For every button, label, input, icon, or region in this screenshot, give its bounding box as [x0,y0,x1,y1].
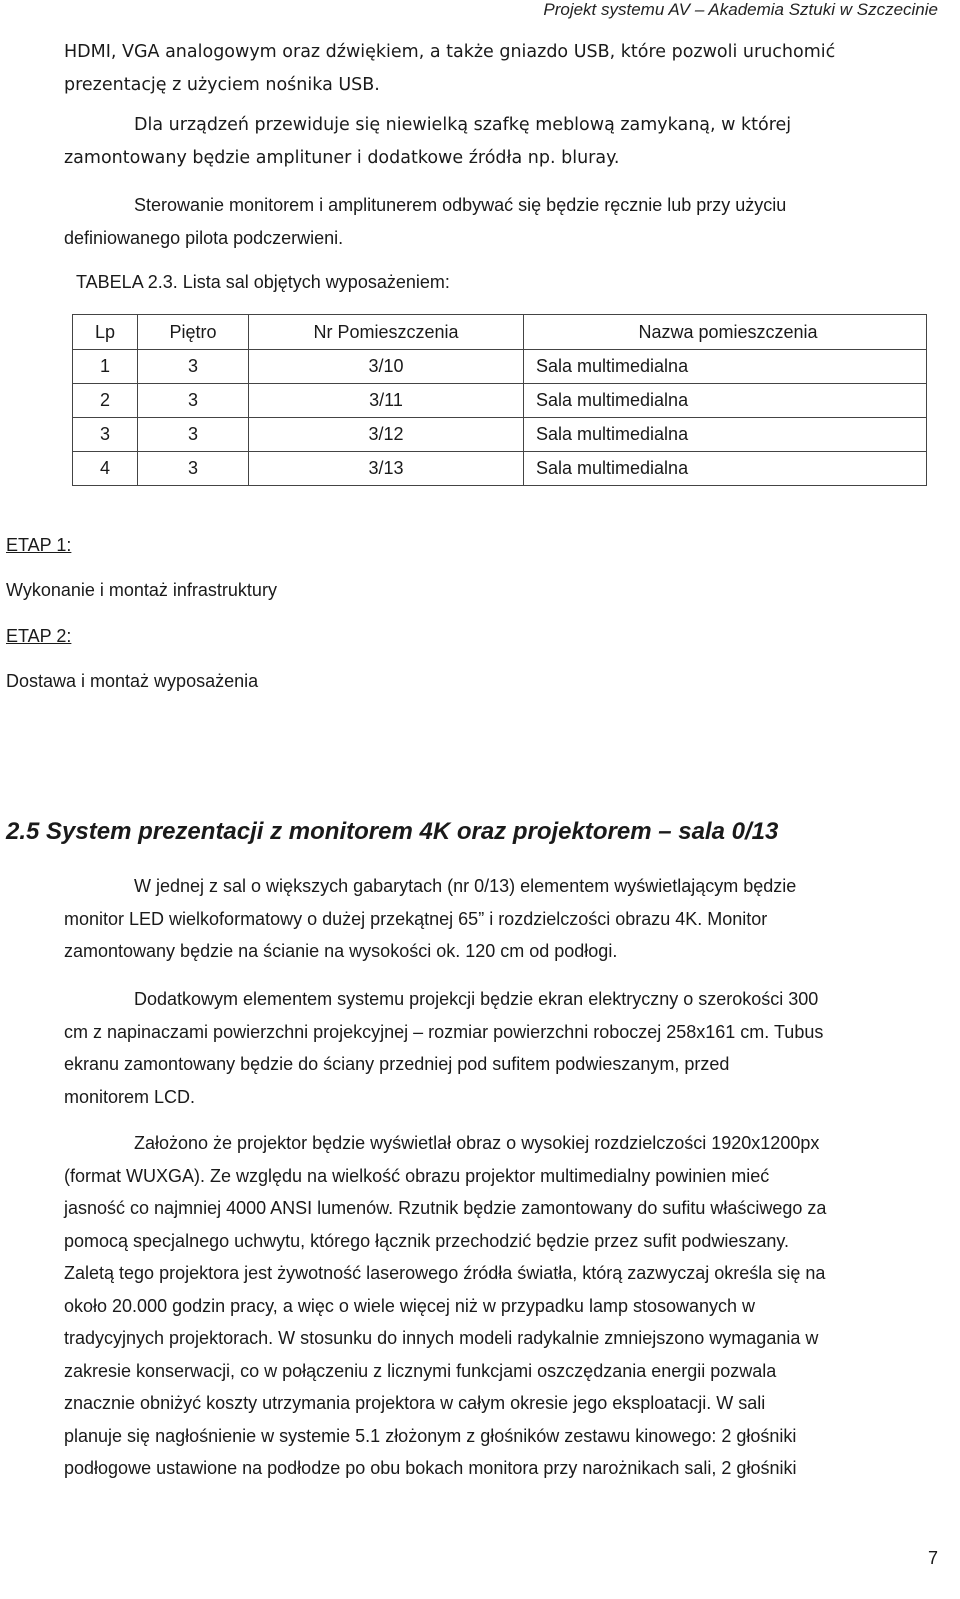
paragraph-line: zamontowany będzie na ścianie na wysokości ok. 120 cm od podłogi. [64,941,618,961]
paragraph-line: (format WUXGA). Ze względu na wielkość obrazu projektor multimedialny powinien mieć [64,1165,770,1186]
cell-room-number: 3/13 [249,452,524,486]
table-row [73,350,927,384]
paragraph-line: Sterowanie monitorem i amplitunerem odbywać się będzie ręcznie lub przy użyciu [134,195,787,215]
cell-room-number: 3/10 [249,350,524,384]
cell-floor: 3 [138,384,249,418]
cell-room-name: Sala multimedialna [524,350,927,384]
header-room-name: Nazwa pomieszczenia [524,315,927,350]
paragraph-line: około 20.000 godzin pracy, a więc o wiele więcej niż w przypadku lamp stosowanych w [64,1295,756,1316]
paragraph-line: tradycyjnych projektorach. W stosunku do innych modeli radykalnie zmniejszono wymagania w [64,1328,819,1348]
table-row [73,452,927,486]
cell-room-number: 3/12 [249,418,524,452]
paragraph-line: definiowanego pilota podczerwieni. [64,227,344,248]
cell-floor: 3 [138,418,249,452]
paragraph-monitor [64,870,938,968]
page-number: 7 [927,1548,938,1568]
paragraph-line: Dla urządzeń przewiduje się niewielką szafkę meblową zamykaną, w której [134,115,792,135]
cell-room-number: 3/11 [249,384,524,418]
cell-lp: 4 [73,452,138,486]
paragraph-line: ekranu zamontowany będzie do ściany przedniej pod sufitem podwieszanym, przed [64,1054,730,1074]
stage-1-heading: ETAP 1: [6,535,72,555]
cell-room-name: Sala multimedialna [524,452,927,486]
header-room-number: Nr Pomieszczenia [249,315,524,350]
paragraph-line: Założono że projektor będzie wyświetlał obraz o wysokiej rozdzielczości 1920x1200px [134,1133,820,1153]
stage-1-text: Wykonanie i montaż infrastruktury [6,580,277,600]
paragraph-line: pomocą specjalnego uchwytu, którego łącznik przechodzić będzie przez sufit podwieszany. [64,1230,790,1251]
cell-floor: 3 [138,452,249,486]
header-lp: Lp [73,315,138,350]
table-header-row [73,315,927,350]
table-row [73,384,927,418]
paragraph-line: W jednej z sal o większych gabarytach (nr 0/13) elementem wyświetlającym będzie [134,876,797,896]
paragraph-line: monitor LED wielkoformatowy o dużej przekątnej 65” i rozdzielczości obrazu 4K. Monitor [64,908,768,929]
paragraph-line: Zaletą tego projektora jest żywotność laserowego źródła światła, którą zazwyczaj określa się na [64,1263,826,1283]
paragraph-line: zamontowany będzie amplituner i dodatkowe źródła np. bluray. [64,147,620,168]
paragraph-line: znacznie obniżyć koszty utrzymania projektora w całym okresie jego eksploatacji. W sali [64,1393,766,1413]
paragraph-line: Dodatkowym elementem systemu projekcji będzie ekran elektryczny o szerokości 300 [134,989,819,1009]
paragraph-line: monitorem LCD. [64,1086,196,1107]
paragraph-line: jasność co najmniej 4000 ANSI lumenów. Rzutnik będzie zamontowany do sufitu właściwego za [64,1198,827,1218]
header-floor: Piętro [138,315,249,350]
paragraph-screen [64,983,938,1113]
paragraph-line: planuje się nagłośnienie w systemie 5.1 złożonym z głośników zestawu kinowego: 2 głośniki [64,1425,797,1446]
page-header: Projekt systemu AV – Akademia Sztuki w Szczecinie [543,0,938,19]
paragraph-line: HDMI, VGA analogowym oraz dźwiękiem, a także gniazdo USB, które pozwoli uruchomić [64,42,836,62]
paragraph-line: prezentację z użyciem nośnika USB. [64,74,380,95]
rooms-table [72,314,927,486]
cell-floor: 3 [138,350,249,384]
paragraph-control [64,189,938,254]
table-row [73,418,927,452]
paragraph-usb [64,36,938,101]
cell-lp: 2 [73,384,138,418]
table-caption: TABELA 2.3. Lista sal objętych wyposażeniem: [76,272,450,292]
paragraph-line: podłogowe ustawione na podłodze po obu bokach monitora przy narożnikach sali, 2 głośniki [64,1458,797,1478]
paragraph-line: cm z napinaczami powierzchni projekcyjnej – rozmiar powierzchni roboczej 258x161 cm. Tubus [64,1021,824,1042]
paragraph-cabinet [64,109,938,174]
section-title: 2.5 System prezentacji z monitorem 4K oraz projektorem – sala 0/13 [6,818,779,845]
cell-room-name: Sala multimedialna [524,418,927,452]
stage-2-text: Dostawa i montaż wyposażenia [6,671,259,691]
paragraph-projector [64,1127,938,1485]
cell-lp: 1 [73,350,138,384]
paragraph-line: zakresie konserwacji, co w połączeniu z licznymi funkcjami oszczędzania energii pozwala [64,1360,777,1381]
stage-2-heading: ETAP 2: [6,626,72,646]
cell-room-name: Sala multimedialna [524,384,927,418]
cell-lp: 3 [73,418,138,452]
